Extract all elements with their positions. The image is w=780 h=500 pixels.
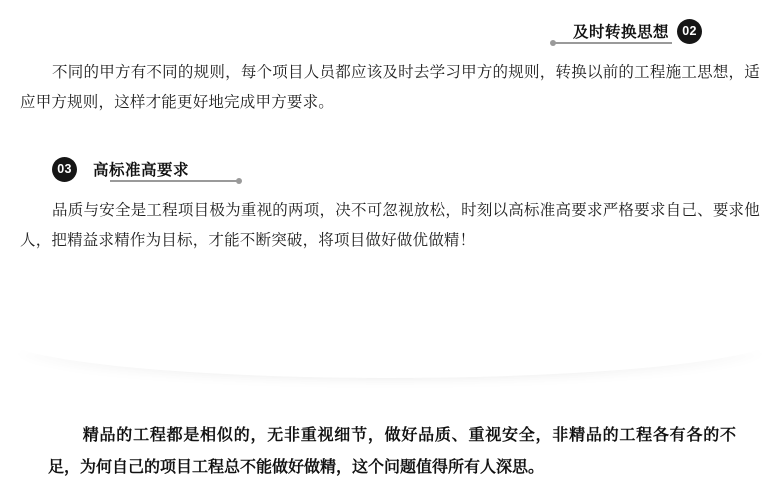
- section-03-paragraph: [20, 196, 760, 256]
- closing-paragraph: [48, 420, 736, 484]
- section-02-paragraph: [20, 58, 760, 118]
- section-02-number-badge: 02: [677, 19, 702, 44]
- section-02-title: 及时转换思想: [572, 24, 669, 41]
- section-03-rule: [110, 180, 238, 182]
- closing-text: 精品的工程都是相似的，无非重视细节，做好品质、重视安全，非精品的工程各有各的不足，为何自己的项目工程总不能做好做精，这个问题值得所有人深思。: [48, 427, 736, 476]
- section-03-body-text: 品质与安全是工程项目极为重视的两项，决不可忽视放松，时刻以高标准高要求严格要求自己、要求他人，把精益求精作为目标，才能不断突破，将项目做好做优做精！: [20, 202, 760, 249]
- section-heading-03: [52, 156, 189, 182]
- section-03-number-badge: 03: [52, 157, 77, 182]
- section-03-title: 高标准高要求: [93, 162, 190, 179]
- section-heading-02: [573, 18, 702, 44]
- section-02-body-text: 不同的甲方有不同的规则，每个项目人员都应该及时去学习甲方的规则，转换以前的工程施工思想，适应甲方规则，这样才能更好地完成甲方要求。: [20, 64, 760, 111]
